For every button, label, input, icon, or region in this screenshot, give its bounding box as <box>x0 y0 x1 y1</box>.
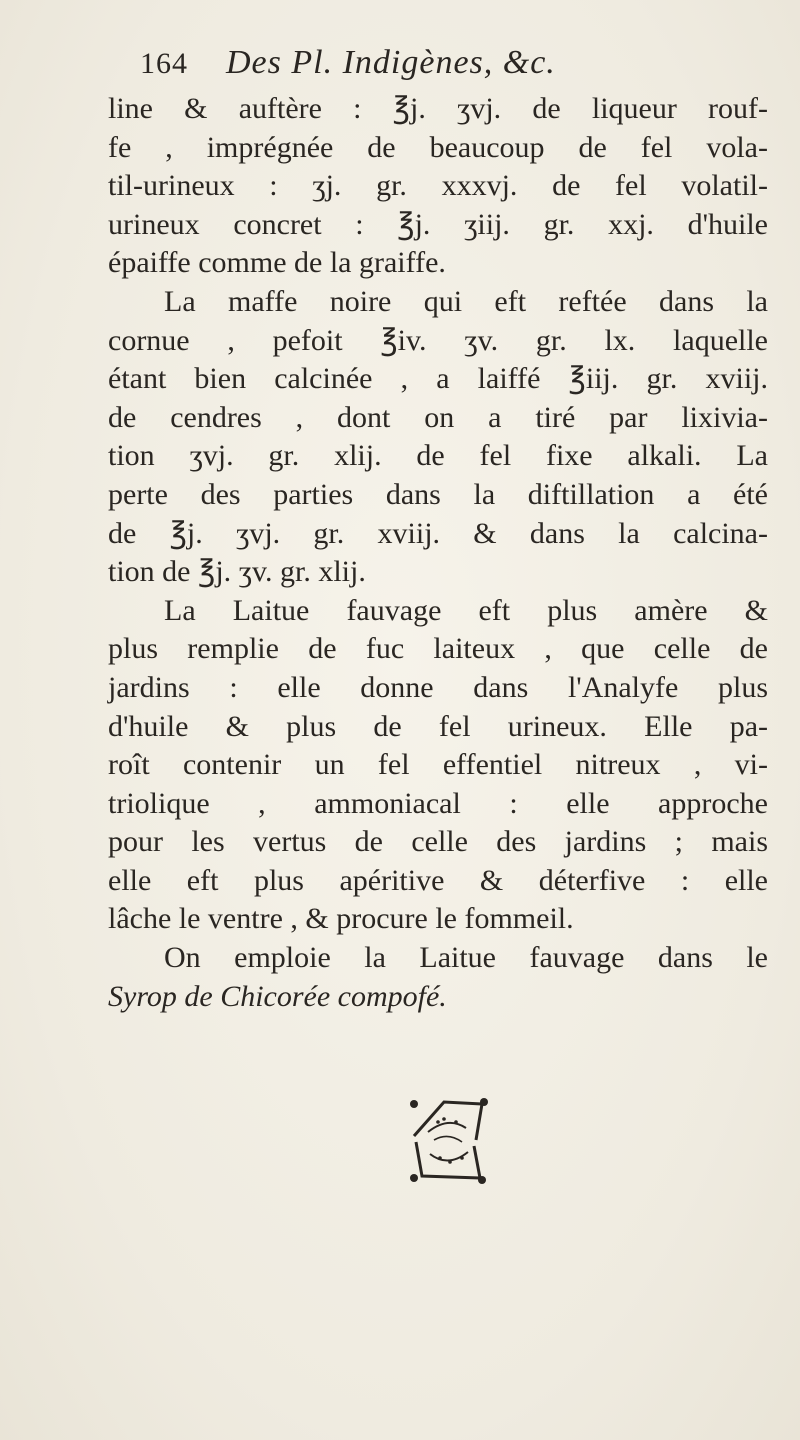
text-line: urineux concret : ℥j. ʒiij. gr. xxj. d'huile <box>108 207 768 241</box>
printers-fleuron-icon <box>404 1092 492 1188</box>
text-line: de ℥j. ʒvj. gr. xviij. & dans la calcina- <box>108 516 768 550</box>
text-line: til-urineux : ʒj. gr. xxxvj. de fel volatil- <box>108 169 768 203</box>
text-line: tion de ℥j. ʒv. gr. xlij. <box>108 555 366 589</box>
running-head <box>140 44 760 94</box>
text-line: fe , imprégnée de beaucoup de fel vola- <box>108 130 768 164</box>
text-line: La maffe noire qui eft reftée dans la <box>164 284 768 318</box>
text-line: lâche le ventre , & procure le fommeil. <box>108 902 574 936</box>
text-line: étant bien calcinée , a laiffé ℥iij. gr. xviij. <box>108 362 768 396</box>
text-line: perte des parties dans la diftillation a été <box>108 477 768 511</box>
text-line: d'huile & plus de fel urineux. Elle pa- <box>108 709 768 743</box>
running-head-title: Des Pl. Indigènes, &c. <box>226 44 556 81</box>
text-line: tion ʒvj. gr. xlij. de fel fixe alkali. La <box>108 439 768 473</box>
body-text <box>108 90 768 1016</box>
page-number: 164 <box>140 47 188 80</box>
text-line: épaiffe comme de la graiffe. <box>108 246 446 280</box>
text-line: jardins : elle donne dans l'Analyfe plus <box>108 670 768 704</box>
text-line: On emploie la Laitue fauvage dans le <box>164 941 768 975</box>
text-line: roît contenir un fel effentiel nitreux , vi- <box>108 748 768 782</box>
text-line: pour les vertus de celle des jardins ; mais <box>108 825 768 859</box>
text-line: cornue , pefoit ℥iv. ʒv. gr. lx. laquelle <box>108 323 768 357</box>
text-line: elle eft plus apéritive & déterfive : elle <box>108 863 768 897</box>
text-line: triolique , ammoniacal : elle approche <box>108 786 768 820</box>
text-line: de cendres , dont on a tiré par lixivia- <box>108 400 768 434</box>
text-line: line & auftère : ℥j. ʒvj. de liqueur rouf- <box>108 92 768 125</box>
text-line: La Laitue fauvage eft plus amère & <box>164 593 768 627</box>
text-line: Syrop de Chicorée compofé. <box>108 979 447 1013</box>
text-line: plus remplie de fuc laiteux , que celle de <box>108 632 768 666</box>
